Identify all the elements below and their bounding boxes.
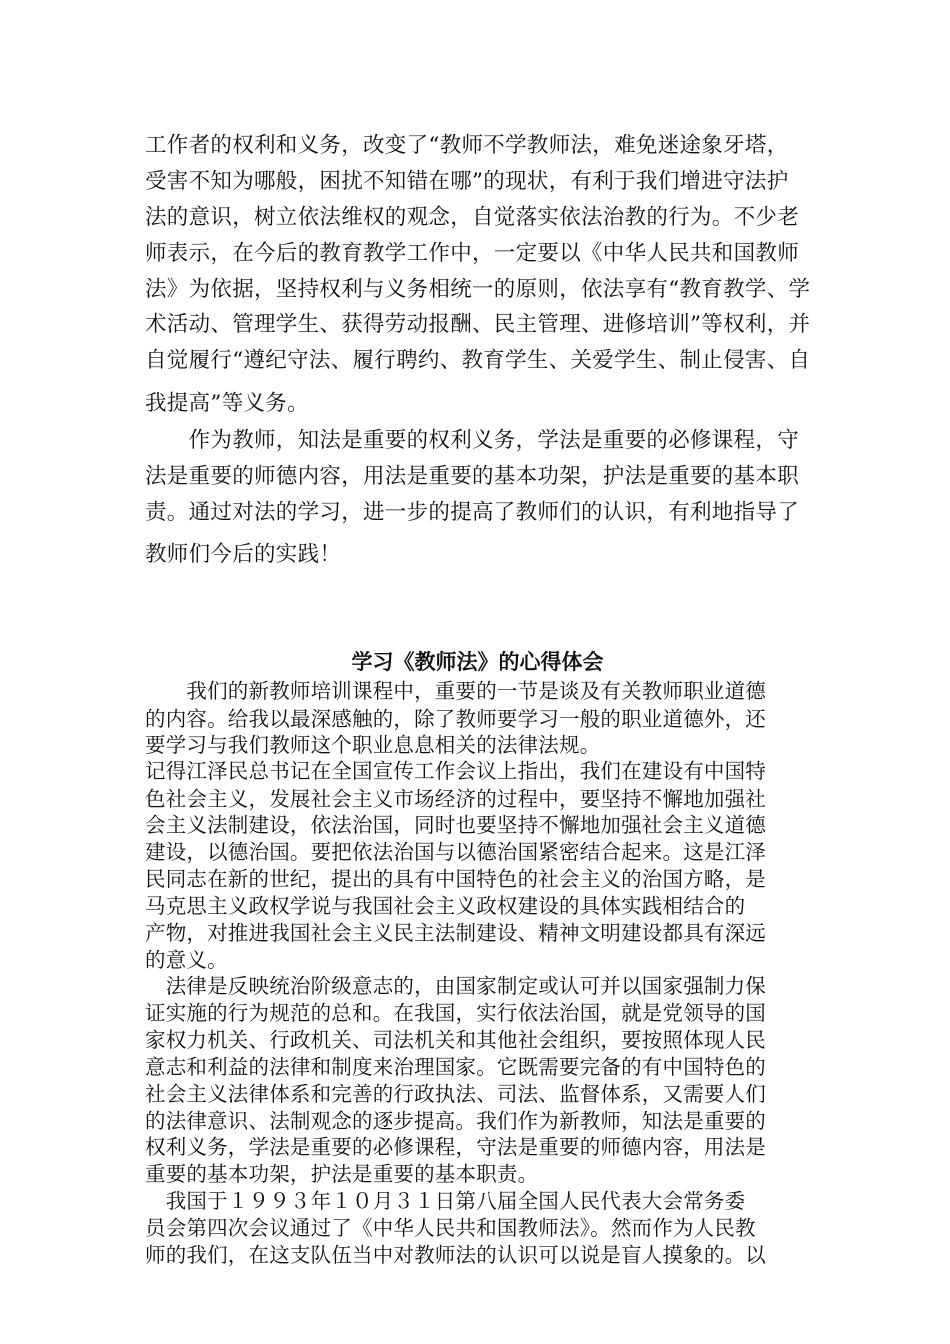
paragraph-line: 术活动、管理学生、获得劳动报酬、民主管理、进修培训”等权利，并 [145, 312, 811, 337]
paragraph-line: 意志和利益的法律和制度来治理国家。它既需要完备的有中国特色的 [145, 1055, 766, 1079]
paragraph-line: 民同志在新的世纪，提出的具有中国特色的社会主义的治国方略，是 [145, 867, 766, 891]
paragraph-line: 法》为依据，坚持权利与义务相统一的原则，依法享有“教育教学、学 [145, 277, 811, 302]
paragraph-line: 责。通过对法的学习，进一步的提高了教师们的认识，有利地指导了 [145, 500, 800, 525]
paragraph-line: 产物，对推进我国社会主义民主法制建设、精神文明建设都具有深远 [145, 921, 766, 945]
essay-title: 学习《教师法》的心得体会 [351, 649, 604, 674]
paragraph-line: 证实施的行为规范的总和。在我国，实行依法治国，就是党领导的国 [145, 1001, 766, 1025]
paragraph-line: 家权力机关、行政机关、司法机关和其他社会组织，要按照体现人民 [145, 1028, 766, 1052]
paragraph-line: 的法律意识、法制观念的逐步提高。我们作为新教师，知法是重要的 [145, 1109, 766, 1133]
paragraph-line: 记得江泽民总书记在全国宣传工作会议上指出，我们在建设有中国特 [145, 759, 766, 783]
paragraph-line: 会主义法制建设，依法治国，同时也要坚持不懈地加强社会主义道德 [145, 813, 766, 837]
paragraph-line: 员会第四次会议通过了《中华人民共和国教师法》。然而作为人民教 [145, 1216, 756, 1240]
paragraph-line: 的内容。给我以最深感触的，除了教师要学习一般的职业道德外，还 [145, 707, 766, 731]
paragraph-line: 社会主义法律体系和完善的行政执法、司法、监督体系，又需要人们 [145, 1082, 766, 1106]
paragraph-line: 作为教师，知法是重要的权利义务，学法是重要的必修课程，守 [145, 428, 800, 453]
paragraph-line: 我国于１９９３年１０月３１日第八届全国人民代表大会常务委 [145, 1189, 746, 1213]
paragraph-line: 工作者的权利和义务，改变了“教师不学教师法，难免迷途象牙塔， [145, 133, 789, 158]
paragraph-line: 法是重要的师德内容，用法是重要的基本功架，护法是重要的基本职 [145, 464, 800, 489]
paragraph-line: 法律是反映统治阶级意志的，由国家制定或认可并以国家强制力保 [145, 974, 766, 998]
paragraph-line: 建设，以德治国。要把依法治国与以德治国紧密结合起来。这是江泽 [145, 840, 766, 864]
paragraph-line: 马克思主义政权学说与我国社会主义政权建设的具体实践相结合的 [145, 894, 746, 918]
paragraph-line: 师表示，在今后的教育教学工作中，一定要以《中华人民共和国教师 [145, 241, 800, 266]
paragraph-line: 的意义。 [145, 948, 228, 972]
paragraph-line: 法的意识，树立依法维权的观念，自觉落实依法治教的行为。不少老 [145, 205, 800, 230]
paragraph-line: 受害不知为哪般，困扰不知错在哪”的现状，有利于我们增进守法护 [145, 169, 789, 194]
paragraph-line: 我提高”等义务。 [145, 391, 309, 416]
paragraph-line: 重要的基本功架，护法是重要的基本职责。 [145, 1162, 539, 1186]
paragraph-line: 自觉履行“遵纪守法、履行聘约、教育学生、关爱学生、制止侵害、自 [145, 348, 811, 373]
paragraph-line: 我们的新教师培训课程中，重要的一节是谈及有关教师职业道德 [145, 679, 766, 703]
paragraph-line: 教师们今后的实践！ [145, 542, 342, 567]
paragraph-line: 师的我们，在这支队伍当中对教师法的认识可以说是盲人摸象的。以 [145, 1243, 766, 1267]
paragraph-line: 要学习与我们教师这个职业息息相关的法律法规。 [145, 733, 601, 757]
paragraph-line: 色社会主义，发展社会主义市场经济的过程中，要坚持不懈地加强社 [145, 787, 766, 811]
paragraph-line: 权利义务，学法是重要的必修课程，守法是重要的师德内容，用法是 [145, 1135, 766, 1159]
